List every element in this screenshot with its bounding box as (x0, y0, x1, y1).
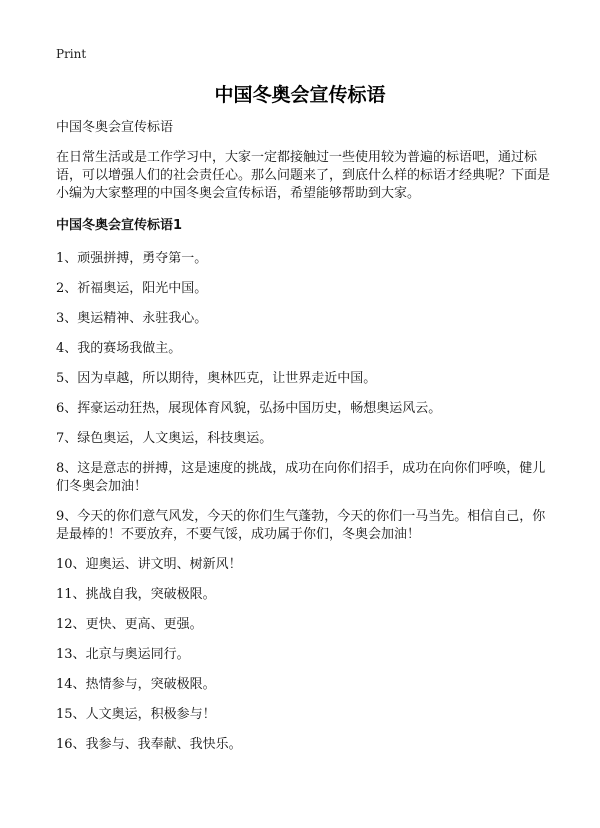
slogan-separator: 、 (64, 371, 78, 386)
intro-title: 中国冬奥会宣传标语 (56, 120, 174, 135)
slogan-number: 15 (56, 707, 73, 722)
list-item (56, 556, 556, 574)
list-item (56, 340, 556, 358)
slogan-text: 北京与奥运同行。 (85, 647, 190, 662)
slogan-text: 热情参与，突破极限。 (85, 677, 216, 692)
slogan-text: 顽强拼搏，勇夺第一。 (77, 251, 208, 266)
list-item (56, 430, 556, 448)
slogan-list (56, 250, 556, 754)
list-item (56, 370, 556, 388)
list-item (56, 250, 556, 268)
list-item (56, 706, 556, 724)
list-item (56, 460, 556, 496)
slogan-number: 13 (56, 647, 73, 662)
slogan-separator: 、 (72, 647, 86, 662)
slogan-separator: 、 (72, 737, 86, 752)
slogan-separator: 、 (72, 587, 86, 602)
list-item (56, 676, 556, 694)
list-item (56, 736, 556, 754)
slogan-number: 3 (56, 311, 65, 326)
slogan-number: 12 (56, 617, 73, 632)
slogan-separator: 、 (72, 707, 86, 722)
list-item (56, 616, 556, 634)
list-item (56, 280, 556, 298)
document-body (56, 119, 556, 766)
slogan-text: 绿色奥运，人文奥运，科技奥运。 (77, 431, 273, 446)
list-item (56, 310, 556, 328)
slogan-text: 今天的你们意气风发，今天的你们生气蓬勃，今天的你们一马当先。相信自己，你是最棒的！不要放弃，不要气馁，成功属于你们，冬奥会加油！ (56, 509, 546, 542)
list-item (56, 586, 556, 604)
slogan-number: 10 (56, 557, 73, 572)
slogan-separator: 、 (64, 431, 78, 446)
slogan-separator: 、 (64, 461, 78, 476)
slogan-number: 1 (56, 251, 65, 266)
slogan-number: 16 (56, 737, 73, 752)
slogan-number: 4 (56, 341, 65, 356)
slogan-number: 2 (56, 281, 65, 296)
print-link[interactable]: Print (56, 47, 87, 61)
page-title: 中国冬奥会宣传标语 (214, 84, 386, 106)
slogan-number: 8 (56, 461, 65, 476)
slogan-number: 5 (56, 371, 65, 386)
slogan-text: 奥运精神、永驻我心。 (77, 311, 208, 326)
list-item (56, 508, 556, 544)
list-item (56, 646, 556, 664)
slogan-text: 我的赛场我做主。 (77, 341, 182, 356)
slogan-number: 11 (56, 587, 73, 602)
slogan-text: 因为卓越，所以期待，奥林匹克，让世界走近中国。 (77, 371, 377, 386)
slogan-text: 更快、更高、更强。 (85, 617, 203, 632)
slogan-separator: 、 (64, 281, 78, 296)
slogan-number: 6 (56, 401, 65, 416)
section-heading: 中国冬奥会宣传标语1 (56, 218, 183, 233)
slogan-separator: 、 (64, 311, 78, 326)
slogan-separator: 、 (72, 677, 86, 692)
slogan-separator: 、 (64, 341, 78, 356)
slogan-text: 挥豪运动狂热，展现体育风貌，弘扬中国历史，畅想奥运风云。 (77, 401, 442, 416)
list-item (56, 400, 556, 418)
slogan-text: 祈福奥运，阳光中国。 (77, 281, 208, 296)
slogan-number: 9 (56, 509, 65, 524)
intro-paragraph: 在日常生活或是工作学习中，大家一定都接触过一些使用较为普遍的标语吧，通过标语，可以增强人们的社会责任心。那么问题来了，到底什么样的标语才经典呢？下面是小编为大家整理的中国冬奥会宣传标语，希望能够帮助到大家。 (56, 150, 551, 201)
slogan-text: 挑战自我，突破极限。 (85, 587, 216, 602)
slogan-separator: 、 (72, 617, 86, 632)
slogan-text: 迎奥运、讲文明、树新风！ (85, 557, 242, 572)
slogan-number: 7 (56, 431, 65, 446)
slogan-number: 14 (56, 677, 73, 692)
slogan-separator: 、 (72, 557, 86, 572)
slogan-separator: 、 (64, 509, 78, 524)
slogan-separator: 、 (64, 401, 78, 416)
slogan-separator: 、 (64, 251, 78, 266)
slogan-text: 我参与、我奉献、我快乐。 (85, 737, 242, 752)
slogan-text: 人文奥运，积极参与！ (85, 707, 216, 722)
slogan-text: 这是意志的拼搏，这是速度的挑战，成功在向你们招手，成功在向你们呼唤，健儿们冬奥会加油！ (56, 461, 546, 494)
